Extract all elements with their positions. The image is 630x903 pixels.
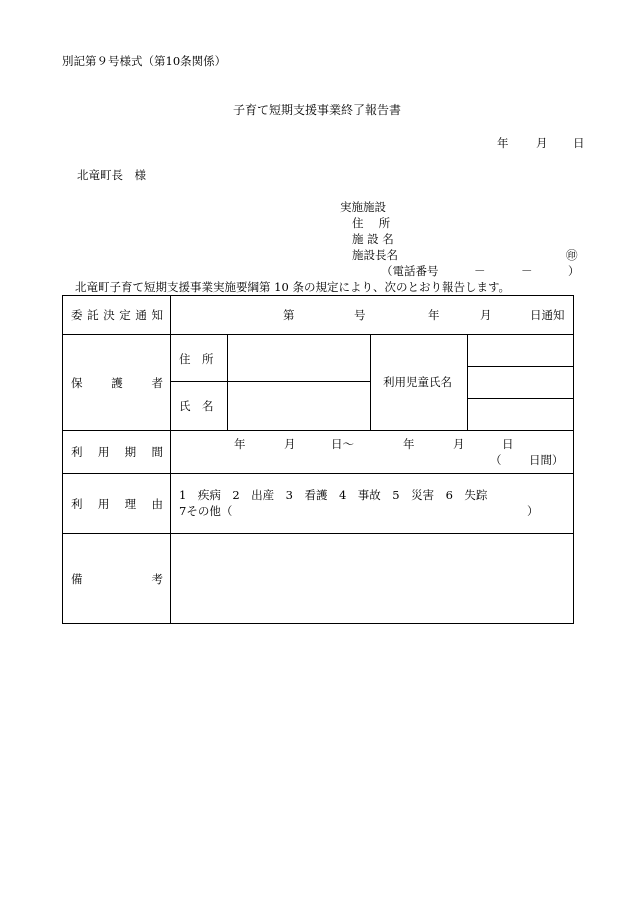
guardian-label-cell — [63, 335, 171, 431]
phone-close: ） — [568, 264, 580, 278]
guardian-address-label-cell — [171, 335, 228, 382]
notice-month: 月 — [480, 308, 492, 322]
phone-dash-2: － — [521, 264, 533, 278]
form-reference: 別記第９号様式（第10条関係） — [62, 54, 227, 68]
guardian-label: 保 護 者 — [71, 375, 163, 390]
facility-heading: 実施施設 — [340, 200, 386, 214]
remarks-field[interactable] — [171, 534, 574, 624]
date-month-label: 月 — [536, 136, 548, 150]
period-month-start: 月 — [284, 437, 296, 451]
period-day-start: 日～ — [331, 437, 354, 451]
reason-value-cell[interactable] — [171, 474, 574, 534]
seal-mark: ㊞ — [566, 248, 578, 262]
guardian-address-field[interactable] — [228, 335, 371, 382]
period-day-end: 日 — [502, 437, 514, 451]
date-day-label: 日 — [573, 136, 585, 150]
phone-dash-1: － — [474, 264, 486, 278]
notice-day: 日通知 — [530, 308, 565, 322]
child-name-label: 利用児童氏名 — [383, 375, 452, 389]
intro-text: 北竜町子育て短期支援事業実施要綱第 10 条の規定により、次のとおり報告します。 — [75, 280, 511, 294]
notice-no-prefix: 第 — [283, 308, 295, 322]
child-name-line-2[interactable] — [468, 367, 573, 399]
period-days-open: （ — [490, 453, 502, 467]
facility-address-label: 住 所 — [352, 216, 391, 230]
guardian-address-label: 住 所 — [179, 352, 214, 366]
period-label: 利 用 期 間 — [71, 445, 163, 459]
child-name-line-3[interactable] — [468, 399, 573, 430]
reason-label: 利 用 理 由 — [71, 496, 163, 511]
reason-options: 1 疾病 2 出産 3 看護 4 事故 5 災害 6 失踪 — [179, 488, 488, 502]
child-name-field[interactable] — [468, 335, 574, 431]
notice-value-cell[interactable] — [171, 296, 574, 335]
reason-other-open: 7その他（ — [179, 504, 233, 518]
reason-other-close: ） — [527, 504, 539, 518]
period-label-cell — [63, 431, 171, 474]
reason-label-cell — [63, 474, 171, 534]
notice-year: 年 — [428, 308, 440, 322]
period-value-cell[interactable] — [171, 431, 574, 474]
period-year-end: 年 — [403, 437, 415, 451]
document-title: 子育て短期支援事業終了報告書 — [233, 103, 402, 117]
report-table — [62, 295, 574, 624]
child-name-line-1[interactable] — [468, 335, 573, 367]
guardian-name-label: 氏 名 — [179, 399, 214, 414]
period-month-end: 月 — [453, 437, 465, 451]
facility-director-label: 施設長名 — [352, 248, 398, 262]
remarks-label-cell — [63, 534, 171, 624]
period-year-start: 年 — [234, 437, 246, 451]
recipient: 北竜町長 様 — [77, 168, 146, 182]
guardian-name-field[interactable] — [228, 382, 371, 431]
date-year-label: 年 — [497, 136, 509, 150]
period-days-close: 日間） — [529, 453, 564, 467]
notice-label-cell — [63, 296, 171, 335]
phone-open: （電話番号 — [381, 264, 439, 278]
guardian-name-label-cell — [171, 382, 228, 431]
remarks-label: 備 考 — [71, 571, 163, 586]
facility-name-label: 施 設 名 — [352, 232, 394, 246]
notice-no-suffix: 号 — [354, 308, 366, 322]
notice-label: 委 託 決 定 通 知 — [71, 308, 163, 322]
child-name-label-cell — [371, 335, 468, 431]
